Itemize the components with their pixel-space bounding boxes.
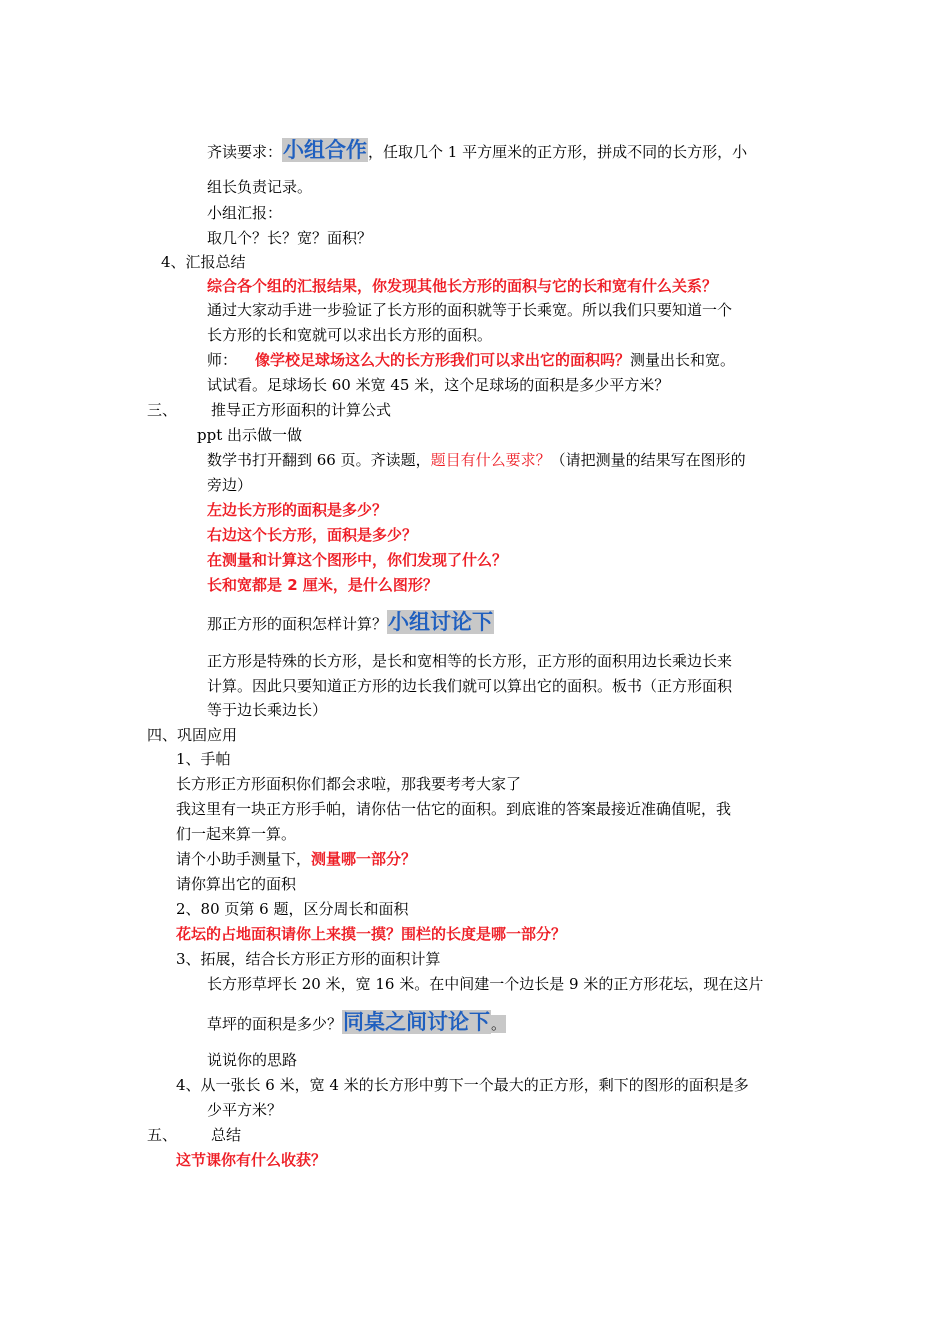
paragraph-lawn — [207, 1010, 506, 1036]
text-line: 取几个？长？宽？面积？ — [207, 229, 373, 247]
text: 齐读要求： — [207, 143, 283, 161]
question-red: 花坛的占地面积请你上来摸一摸？围栏的长度是哪一部分？ — [176, 925, 567, 943]
question-red: 测量哪一部分？ — [311, 850, 417, 868]
text: 草坪的面积是多少？ — [207, 1015, 343, 1033]
text-line: 旁边） — [207, 476, 253, 494]
highlight-group-work: 小组合作 — [283, 138, 368, 162]
text-line: 长方形草坪长 20 米，宽 16 米。在中间建一个边长是 9 米的正方形花坛，现在这片 — [207, 975, 764, 993]
section-heading-3 — [147, 398, 391, 422]
text-line: 组长负责记录。 — [207, 178, 313, 196]
question-red: 长和宽都是 2 厘米，是什么图形？ — [207, 576, 438, 594]
highlight-group-discuss: 小组讨论下 — [388, 610, 494, 634]
text-line: 们一起来算一算。 — [176, 825, 297, 843]
question-red: 综合各个组的汇报结果，你发现其他长方形的面积与它的长和宽有什么关系？ — [207, 277, 718, 295]
paragraph-group-work — [207, 138, 747, 164]
text-line: 3、拓展，结合长方形正方形的面积计算 — [176, 950, 441, 968]
text-line: 正方形是特殊的长方形，是长和宽相等的长方形，正方形的面积用边长乘边长来 — [207, 652, 733, 670]
text-line: 说说你的思路 — [207, 1051, 298, 1069]
text: （请把测量的结果写在图形的 — [550, 451, 746, 469]
section-number: 三、 — [147, 401, 178, 419]
text: 请个小助手测量下， — [176, 850, 312, 868]
teacher-line — [207, 348, 735, 372]
section-title: 推导正方形面积的计算公式 — [211, 401, 392, 419]
paragraph-square-area — [207, 610, 494, 636]
paragraph-measure — [176, 847, 416, 871]
text-line: 通过大家动手进一步验证了长方形的面积就等于长乘宽。所以我们只要知道一个 — [207, 301, 733, 319]
teacher-label: 师： — [207, 351, 238, 369]
section-number: 五、 — [147, 1126, 178, 1144]
question-red: 像学校足球场这么大的长方形我们可以求出它的面积吗？ — [255, 351, 631, 369]
text-line: 长方形的长和宽就可以求出长方形的面积。 — [207, 326, 493, 344]
question-red: 在测量和计算这个图形中，你们发现了什么？ — [207, 551, 508, 569]
text-line: 1、手帕 — [176, 750, 231, 768]
text: ，任取几个 1 平方厘米的正方形，拼成不同的长方形，小 — [368, 143, 748, 161]
text: 那正方形的面积怎样计算？ — [207, 615, 388, 633]
highlight-desk-discuss: 同桌之间讨论下 — [343, 1010, 491, 1034]
section-title: 总结 — [211, 1126, 242, 1144]
text-line: 请你算出它的面积 — [176, 875, 297, 893]
section-heading-5 — [147, 1123, 241, 1147]
text-line: 长方形正方形面积你们都会求啦，那我要考考大家了 — [176, 775, 522, 793]
text-line: 试试看。足球场长 60 米宽 45 米，这个足球场的面积是多少平方米？ — [207, 376, 670, 394]
text: 测量出长和宽。 — [630, 351, 736, 369]
question-red: 题目有什么要求？ — [430, 451, 551, 469]
text: 数学书打开翻到 66 页。齐读题， — [207, 451, 431, 469]
paragraph-textbook — [207, 448, 746, 472]
question-red: 这节课你有什么收获？ — [176, 1151, 327, 1169]
text-line: 计算。因此只要知道正方形的边长我们就可以算出它的面积。板书（正方形面积 — [207, 677, 733, 695]
text-line: 2、80 页第 6 题，区分周长和面积 — [176, 900, 409, 918]
question-red: 左边长方形的面积是多少？ — [207, 501, 388, 519]
text-line: 少平方米？ — [207, 1101, 283, 1119]
section-heading-4: 四、巩固应用 — [147, 726, 238, 744]
text-line: ppt 出示做一做 — [197, 426, 303, 444]
text-line: 小组汇报： — [207, 204, 283, 222]
text: 。 — [491, 1015, 507, 1033]
text-line: 等于边长乘边长） — [207, 701, 328, 719]
text-line: 我这里有一块正方形手帕，请你估一估它的面积。到底谁的答案最接近准确值呢，我 — [176, 800, 732, 818]
text-line: 4、从一张长 6 米，宽 4 米的长方形中剪下一个最大的正方形，剩下的图形的面积是多 — [176, 1076, 749, 1094]
question-red: 右边这个长方形，面积是多少？ — [207, 526, 418, 544]
heading-report-summary: 4、汇报总结 — [161, 253, 246, 271]
